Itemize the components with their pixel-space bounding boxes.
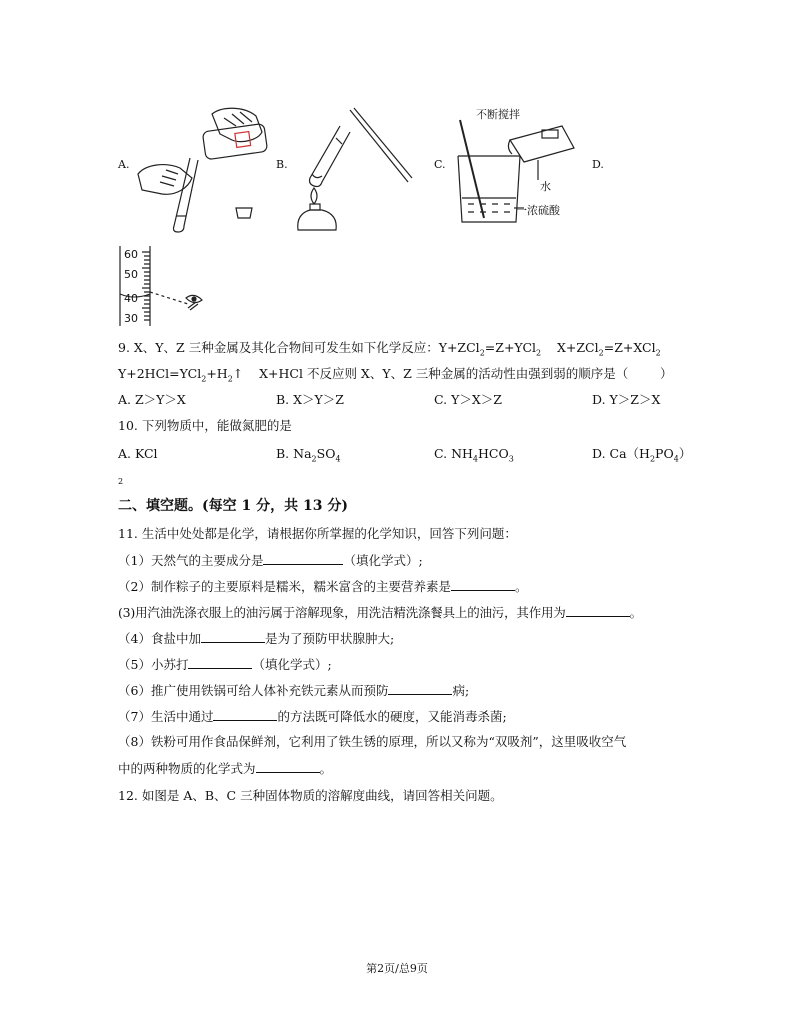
q11-item-4: （4）食盐中加 是为了预防甲状腺肿大;	[118, 631, 395, 646]
q11-item-6: （6）推广使用铁锅可给人体补充铁元素从而预防 病;	[118, 683, 470, 698]
answer-blank[interactable]	[256, 760, 320, 773]
figure-b-heating-illustration	[290, 104, 420, 232]
answer-blank[interactable]	[388, 682, 452, 695]
section-heading: 二、填空题。(每空 1 分，共 13 分)	[118, 498, 348, 514]
answer-blank[interactable]	[263, 552, 343, 565]
figure-label-d: D.	[592, 158, 604, 171]
q11-item-8-line1: （8）铁粉可用作食品保鲜剂，它利用了铁生锈的原理，所以又称为“双吸剂”，这里吸收空气	[118, 734, 627, 749]
figure-label-c: C.	[434, 158, 446, 171]
answer-blank[interactable]	[451, 578, 515, 591]
figure-label-b: B.	[276, 158, 288, 171]
scale-60: 60	[124, 248, 138, 261]
figure-c-dilution-illustration	[450, 104, 586, 228]
q10-option-b: B. $Na_2SO_4$	[276, 446, 341, 464]
figure-label-a: A.	[118, 158, 130, 171]
q11-item-2: （2）制作粽子的主要原料是糯米，糯米富含的主要营养素是 。	[118, 579, 528, 594]
q11-stem: 11. 生活中处处都是化学，请根据你所掌握的化学知识，回答下列问题：	[118, 526, 517, 541]
q11-item-1: （1）天然气的主要成分是 （填化学式）;	[118, 553, 423, 568]
answer-blank[interactable]	[213, 708, 277, 721]
q12-stem: 12. 如图是 A、B、C 三种固体物质的溶解度曲线，请回答相关问题。	[118, 788, 503, 803]
q9-option-d: D. Y＞Z＞X	[592, 392, 661, 407]
answer-blank[interactable]	[201, 630, 265, 643]
figure-d-cylinder-illustration	[116, 244, 216, 328]
q10-stem: 10. 下列物质中，能做氮肥的是	[118, 418, 292, 433]
q9-line2: $Y+2HCl=YCl_2+H_2↑$ X+HCl 不反应则 X、Y、Z 三种金属的活动性由强到弱的顺序是（ ）	[118, 366, 673, 384]
q10-option-a: A. KCl	[118, 446, 158, 461]
water-label: 水	[540, 180, 551, 193]
q11-item-7: （7）生活中通过 的方法既可降低水的硬度，又能消毒杀菌;	[118, 709, 507, 724]
scale-40: 40	[124, 292, 138, 305]
q11-item-5: （5）小苏打 （填化学式）;	[118, 657, 332, 672]
q11-item-3: (3)用汽油洗涤衣服上的油污属于溶解现象，用洗洁精洗涤餐具上的油污，其作用为 。	[118, 605, 642, 620]
stray-mark: 2	[118, 477, 124, 486]
q9-option-a: A. Z＞Y＞X	[118, 392, 186, 407]
acid-label: 一浓硫酸	[516, 204, 560, 217]
stir-label: 不断搅拌	[476, 108, 520, 121]
q9-option-c: C. Y＞X＞Z	[434, 392, 502, 407]
answer-blank[interactable]	[566, 604, 630, 617]
figure-a-pouring-illustration	[132, 104, 280, 234]
q9-line1: 9. X、Y、Z 三种金属及其化合物间可发生如下化学反应：Y+ZCl$_2$=Z+YCl$_2$ X+ZCl$_2$=Z+XCl$_2$	[118, 340, 661, 358]
scale-50: 50	[124, 268, 138, 281]
answer-blank[interactable]	[188, 656, 252, 669]
q10-option-c: C. $NH_4HCO_3$	[434, 446, 514, 464]
q9-option-b: B. X＞Y＞Z	[276, 392, 344, 407]
page-number: 第2页/总9页	[366, 962, 428, 975]
q11-item-8-line2: 中的两种物质的化学式为 。	[118, 761, 333, 776]
q10-option-d: D. $Ca(H_2PO_4)$	[592, 446, 692, 464]
scale-30: 30	[124, 312, 138, 325]
